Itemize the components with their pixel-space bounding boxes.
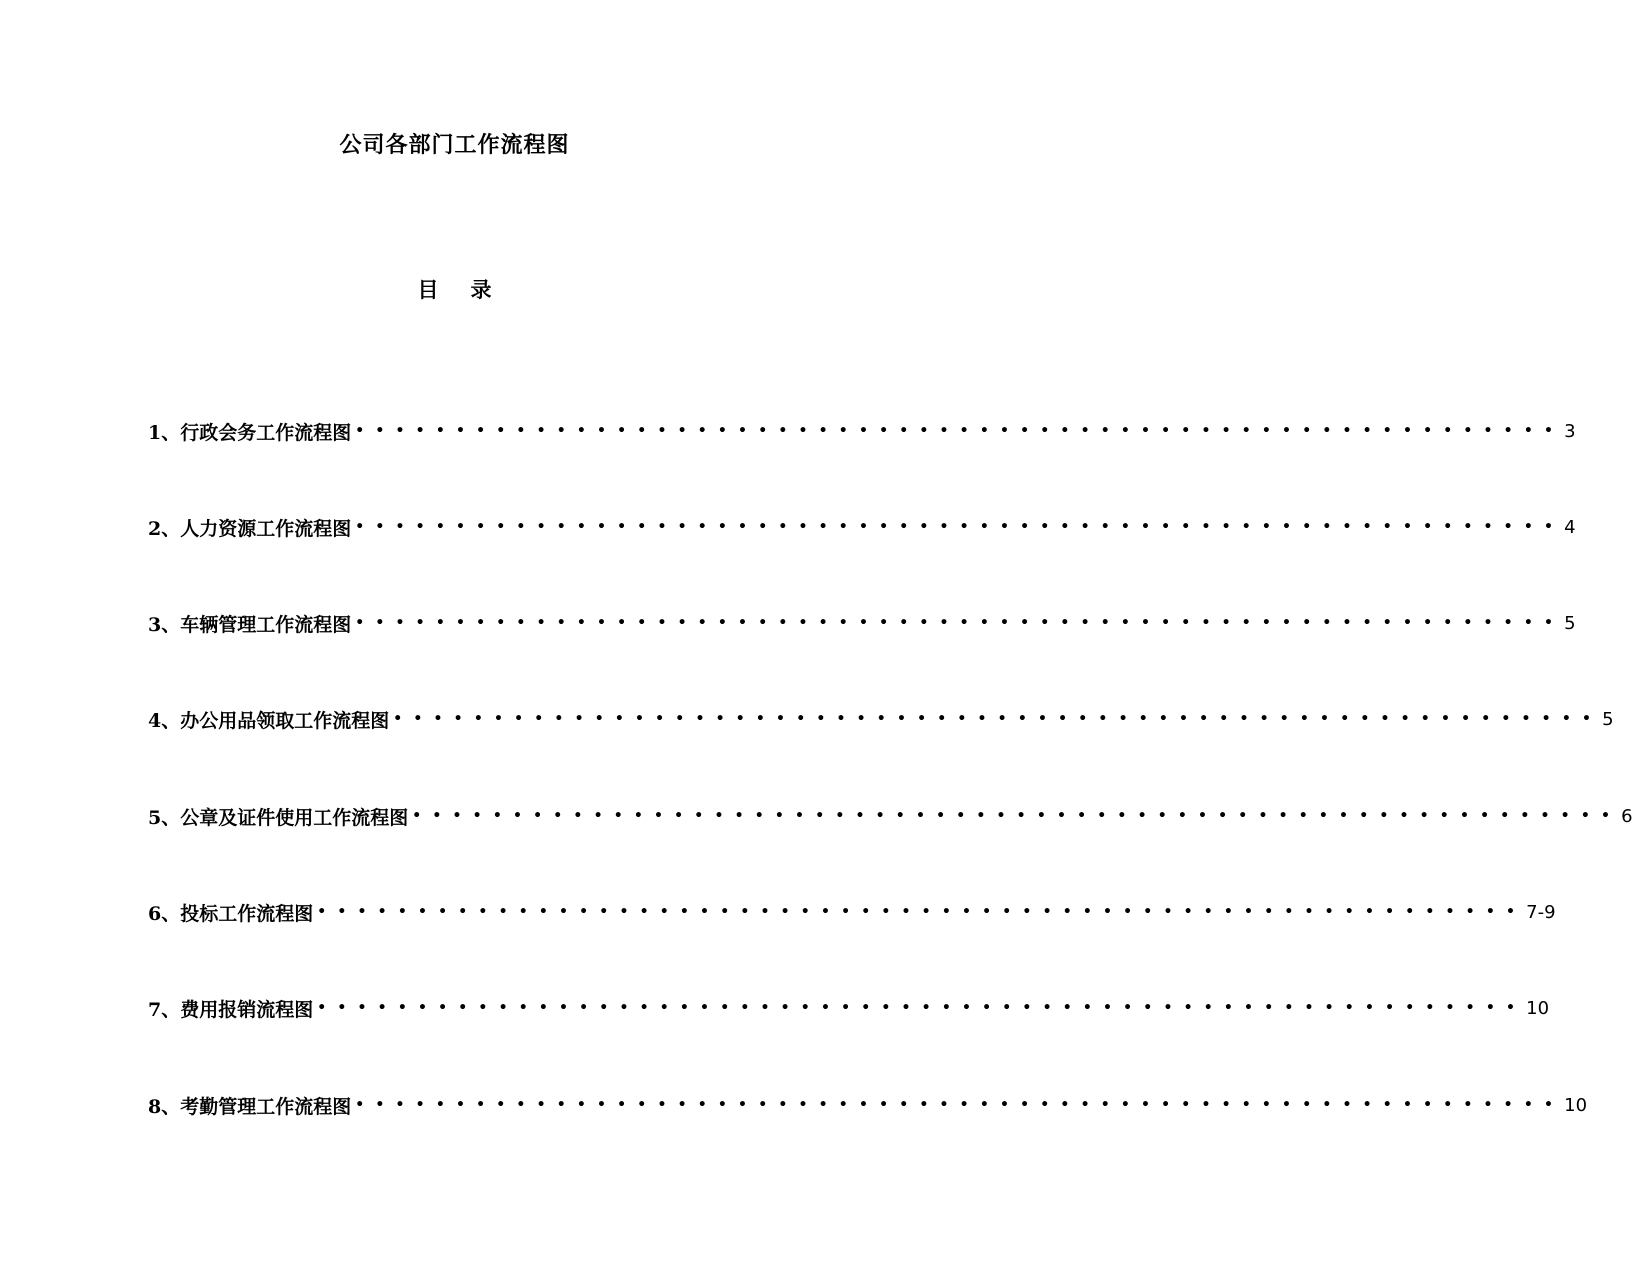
toc-entry-label: 5、公章及证件使用工作流程图 [148,806,409,829]
toc-entry-label: 7、费用报销流程图 [148,998,314,1021]
toc-entry-page: 3 [1564,420,1576,442]
toc-dot-leader: •••••••••••••••••••••••••••••••••••••••••••••••••••••••••••• [412,808,1622,824]
toc-entry-page: 5 [1564,612,1576,634]
toc-dot-leader: •••••••••••••••••••••••••••••••••••••••••••••••••••••••••••• [393,711,1603,727]
toc-entry[interactable] [148,608,1576,638]
toc-entry[interactable] [148,704,1614,734]
toc-entry-page: 4 [1564,516,1576,538]
toc-entry-page: 7-9 [1526,901,1556,923]
toc-heading-char-2: 录 [470,277,492,302]
toc-entry-page: 10 [1564,1094,1588,1116]
toc-entry-label: 4、办公用品领取工作流程图 [148,709,390,732]
toc-entry-label: 6、投标工作流程图 [148,902,314,925]
toc-heading-char-1: 目 [417,277,439,302]
toc-dot-leader: •••••••••••••••••••••••••••••••••••••••••••••••••••••••••••• [355,1097,1565,1113]
toc-entry-page: 10 [1526,997,1550,1019]
toc-dot-leader: •••••••••••••••••••••••••••••••••••••••••••••••••••••••••••• [355,519,1565,535]
toc-entry-label: 1、行政会务工作流程图 [148,421,352,444]
toc-dot-leader: •••••••••••••••••••••••••••••••••••••••••••••••••••••••••••• [317,1000,1527,1016]
toc-entry-page: 6 [1621,805,1633,827]
toc-entry-label: 3、车辆管理工作流程图 [148,613,352,636]
toc-entry[interactable] [148,1090,1588,1120]
toc-entry[interactable] [148,993,1550,1023]
toc-entry[interactable] [148,801,1633,831]
toc-entry[interactable] [148,416,1576,446]
document-title: 公司各部门工作流程图 [339,132,570,158]
toc-entry-label: 8、考勤管理工作流程图 [148,1095,352,1118]
toc-dot-leader: •••••••••••••••••••••••••••••••••••••••••••••••••••••••••••• [355,423,1565,439]
toc-entry[interactable] [148,897,1556,927]
toc-dot-leader: •••••••••••••••••••••••••••••••••••••••••••••••••••••••••••• [317,904,1527,920]
toc-dot-leader: •••••••••••••••••••••••••••••••••••••••••••••••••••••••••••• [355,615,1565,631]
toc-entry-label: 2、人力资源工作流程图 [148,517,352,540]
toc-entry-page: 5 [1602,708,1614,730]
toc-entry[interactable] [148,512,1576,542]
